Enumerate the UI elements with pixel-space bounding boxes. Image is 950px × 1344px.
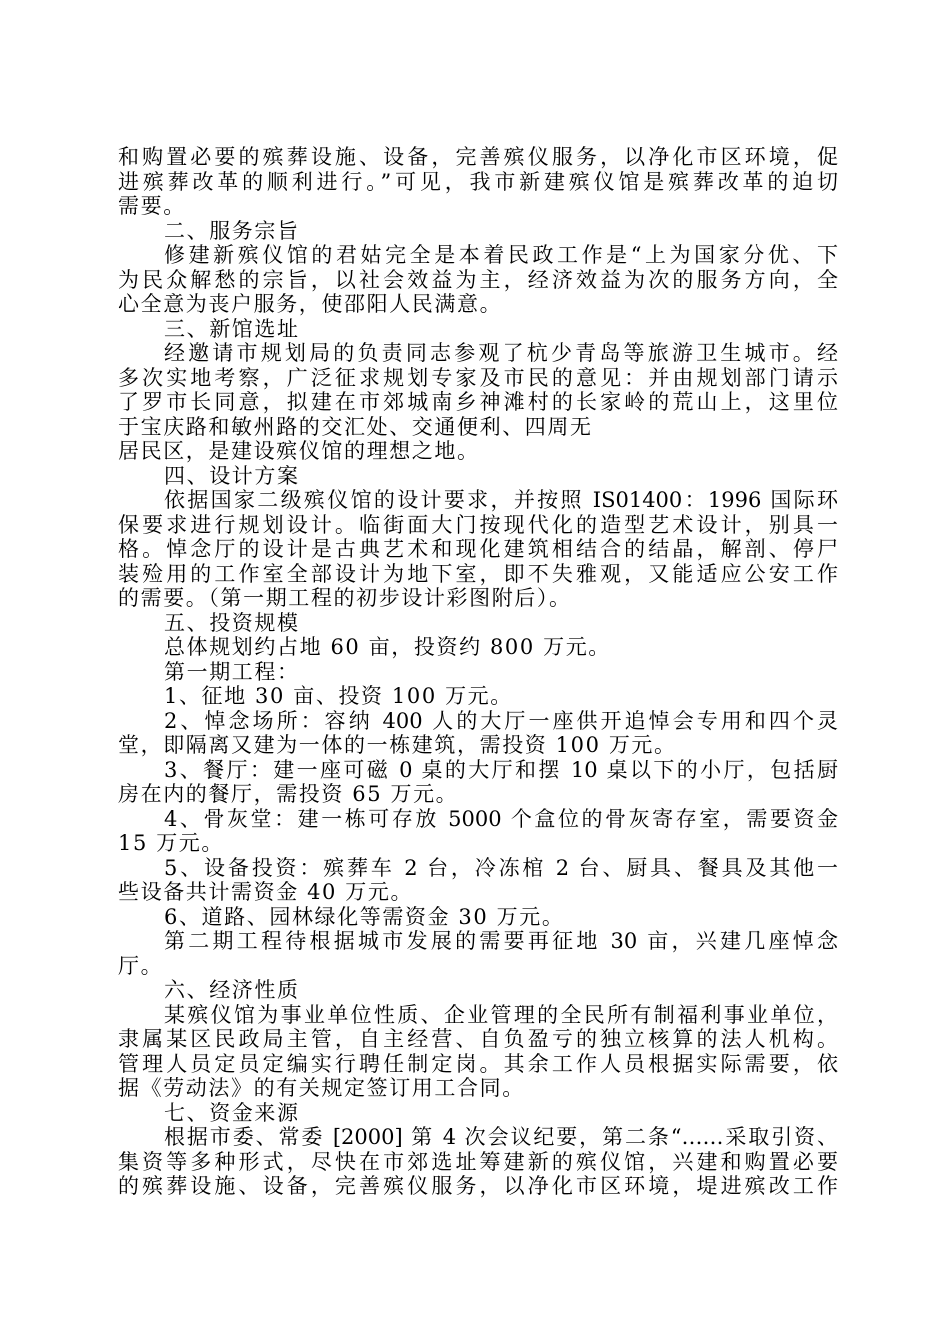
text-line: 格。悼念厅的设计是古典艺术和现化建筑相结合的结晶，解剖、停尸 <box>118 537 838 561</box>
text-line: 厅。 <box>118 953 164 978</box>
text-line: 集资等多种形式，尽快在市郊选址筹建新的殡仪馆，兴建和购置必要 <box>118 1149 838 1174</box>
text-line: 经邀请市规划局的负责同志参观了杭少青岛等旅游卫生城市。经 <box>164 341 838 365</box>
text-line: 二、服务宗旨 <box>164 218 300 243</box>
text-line: 5、设备投资：殡葬车 2 台，冷冻棺 2 台、厨具、餐具及其他一 <box>164 855 838 880</box>
text-line: 6、道路、园林绿化等需资金 30 万元。 <box>164 904 565 929</box>
text-line: 些设备共计需资金 40 万元。 <box>118 880 414 904</box>
text-line: 第二期工程待根据城市发展的需要再征地 30 亩，兴建几座悼念 <box>164 929 838 953</box>
text-line: 第一期工程： <box>164 659 300 684</box>
text-line: 六、经济性质 <box>164 978 300 1002</box>
text-line: 四、设计方案 <box>164 463 300 488</box>
text-line: 据《劳动法》的有关规定签订用工合同。 <box>118 1076 525 1100</box>
text-line: 4、骨灰堂：建一栋可存放 5000 个盒位的骨灰寄存室，需要资金 <box>164 806 838 831</box>
text-line: 五、投资规模 <box>164 610 300 635</box>
text-line: 3、餐厅：建一座可磁 0 桌的大厅和摆 10 桌以下的小厅，包括厨 <box>164 757 838 782</box>
text-line: 进殡葬改革的顺利进行。”可见，我市新建殡仪馆是殡葬改革的迫切 <box>118 169 838 194</box>
text-line: 房在内的餐厅，需投资 65 万元。 <box>118 782 459 806</box>
text-line: 根据市委、常委 [2000] 第 4 次会议纪要，第二条“……采取引资、 <box>164 1125 838 1149</box>
text-line: 15 万元。 <box>118 831 224 855</box>
text-line: 多次实地考察，广泛征求规划专家及市民的意见：并由规划部门请示 <box>118 365 838 390</box>
text-line: 的殡葬设施、设备，完善殡仪服务，以净化市区环境，堤进殡改工作 <box>118 1174 838 1198</box>
text-line: 需要。 <box>118 194 186 218</box>
text-line: 了罗市长同意，拟建在市郊城南乡神滩村的长家岭的荒山上，这里位 <box>118 390 838 414</box>
text-line: 隶属某区民政局主管，自主经营、自负盈亏的独立核算的法人机构。 <box>118 1027 838 1051</box>
text-line: 七、资金来源 <box>164 1100 300 1125</box>
text-line: 于宝庆路和敏州路的交汇处、交通便利、四周无 <box>118 414 593 439</box>
text-line: 心全意为丧户服务，使邵阳人民满意。 <box>118 292 503 316</box>
text-line: 堂，即隔离又建为一体的一栋建筑，需投资 100 万元。 <box>118 733 677 757</box>
text-line: 某殡仪馆为事业单位性质、企业管理的全民所有制福利事业单位， <box>164 1002 838 1027</box>
text-line: 为民众解愁的宗旨，以社会效益为主，经济效益为次的服务方向，全 <box>118 267 838 292</box>
text-line: 装殓用的工作室全部设计为地下室，即不失雅观，又能适应公安工作 <box>118 561 838 586</box>
text-line: 依据国家二级殡仪馆的设计要求，并按照 IS01400：1996 国际环 <box>164 488 838 512</box>
text-line: 2、悼念场所：容纳 400 人的大厅一座供开追悼会专用和四个灵 <box>164 708 838 733</box>
text-line: 1、征地 30 亩、投资 100 万元。 <box>164 684 513 708</box>
text-line: 保要求进行规划设计。临街面大门按现代化的造型艺术设计，别具一 <box>118 512 838 537</box>
text-line: 修建新殡仪馆的君姑完全是本着民政工作是“上为国家分优、下 <box>164 243 838 267</box>
document-body <box>118 145 838 1199</box>
text-line: 的需要。（第一期工程的初步设计彩图附后）。 <box>118 586 572 610</box>
text-line: 三、新馆选址 <box>164 316 300 341</box>
text-line: 管理人员定员定编实行聘任制定岗。其余工作人员根据实际需要，依 <box>118 1051 838 1076</box>
text-line: 居民区，是建设殡仪馆的理想之地。 <box>118 439 480 463</box>
text-line: 总体规划约占地 60 亩，投资约 800 万元。 <box>164 635 611 659</box>
text-line: 和购置必要的殡葬设施、设备，完善殡仪服务，以净化市区环境，促 <box>118 145 838 169</box>
